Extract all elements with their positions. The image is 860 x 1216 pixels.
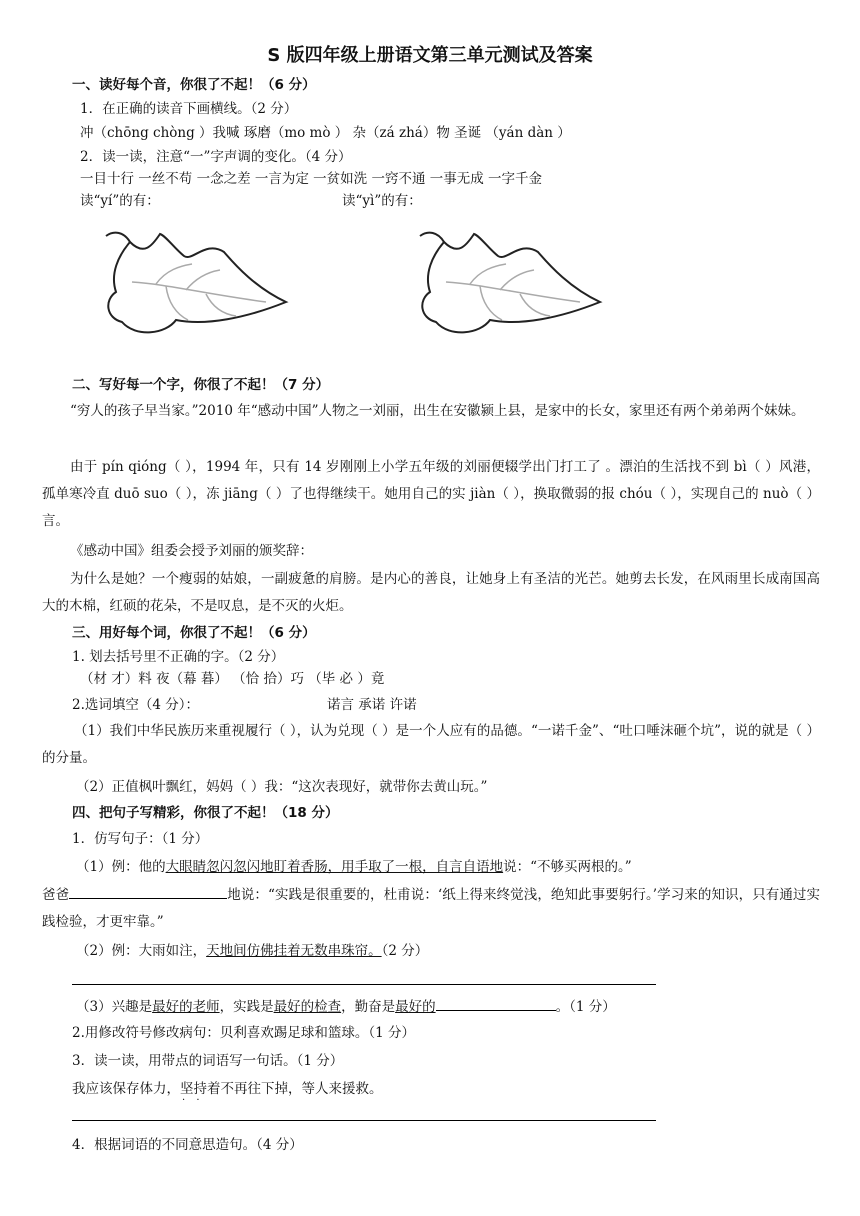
s2-paragraph-2: 由于 pín qióng（ ），1994 年，只有 14 岁刚刚上小学五年级的刘丽便辍学出门打工了 。漂泊的生活找不到 bì（ ）风港，孤单寒冷直 duō suo（ ），冻 jiāng（ ）了也得继续干。她用自己的实 jiàn（ ），换取微弱的报 chóu（ ），实现自己的 nuò（ ）言。 <box>42 459 820 529</box>
s4-example-1-underlined: 大眼睛忽闪忽闪地盯着香肠，用手取了一根，自言自语地 <box>165 859 504 875</box>
s4-dad-blank[interactable] <box>69 884 227 899</box>
s4-question-1: 1．仿写句子：（1 分） <box>72 831 209 847</box>
s4-question-3: 3．读一读，用带点的词语写一句话。（1 分） <box>72 1053 344 1069</box>
section-4-heading: 四、把句子写精彩，你很了不起！（18 分） <box>72 805 339 821</box>
s1-question-1-items: 冲（chōng chòng ）我喊 琢磨（mo mò ） 杂（zá zhá）物 圣诞 （yán dàn ） <box>80 125 571 141</box>
s4-example-3-underlined-2: 最好的检查 <box>273 999 342 1015</box>
s4-question-4: 4．根据词语的不同意思造句。（4 分） <box>72 1137 303 1153</box>
s4-answer-line-1[interactable] <box>72 984 656 985</box>
read-yi-falling-label: 读“yì”的有： <box>342 193 422 209</box>
s2-paragraph-4: 为什么是她？一个瘦弱的姑娘，一副疲惫的肩膀。是内心的善良，让她身上有圣洁的光芒。她剪去长发，在风雨里长成南国高大的木棉，红硕的花朵，不是叹息，是不灭的火炬。 <box>42 571 820 614</box>
s1-question-2: 2．读一读，注意“一”字声调的变化。（4 分） <box>80 149 352 165</box>
s3-question-2: 2.选词填空（4 分）： <box>72 697 200 713</box>
section-1-heading: 一、读好每个音，你很了不起！（6 分） <box>72 77 316 93</box>
s4-question-2: 2.用修改符号修改病句：贝利喜欢踢足球和篮球。（1 分） <box>72 1025 416 1041</box>
s4-example-3-blank[interactable] <box>436 996 556 1011</box>
s4-example-3-score: 。（1 分） <box>555 999 616 1015</box>
s4-dad-sentence <box>42 882 820 936</box>
s3-question-2-1: （1）我们中华民族历来重视履行（ ），认为兑现（ ）是一个人应有的品德。“一诺千金”、“吐口唾沫砸个坑”，说的就是（ ）的分量。 <box>42 723 820 766</box>
s4-example-3-underlined-1: 最好的老师 <box>152 999 220 1015</box>
s4-example-3-part-b: ，实践是 <box>219 999 274 1015</box>
s1-question-2-words: 一目十行 一丝不苟 一念之差 一言为定 一贫如洗 一窍不通 一事无成 一字千金 <box>80 171 543 187</box>
section-2-heading: 二、写好每一个字，你很了不起！（7 分） <box>72 377 330 393</box>
s4-q3-dotted-word: 坚持 · · <box>180 1081 207 1097</box>
s3-question-1-items: （材 才）料 夜（幕 暮） （恰 拾）巧 （毕 必 ）竟 <box>80 671 385 687</box>
s4-example-1-suffix: 说：“不够买两根的。” <box>503 859 632 875</box>
s2-paragraph-1: “穷人的孩子早当家。”2010 年“感动中国”人物之一刘丽，出生在安徽颍上县，是家中的长女，家里还有两个弟弟两个妹妹。 <box>70 403 805 419</box>
page-title: S 版四年级上册语文第三单元测试及答案 <box>267 45 593 66</box>
s3-question-1: 1. 划去括号里不正确的字。（2 分） <box>72 649 285 665</box>
leaf-drawing-left <box>96 222 296 352</box>
s4-example-3-underlined-3: 最好的 <box>395 999 436 1015</box>
s4-dad-suffix: 地说：“实践是很重要的，杜甫说：‘纸上得来终觉浅，绝知此事要躬行。’学习来的知识，只有通过实践检验，才更牢靠。” <box>42 887 821 930</box>
leaf-drawing-right <box>410 222 610 352</box>
s4-dad-prefix: 爸爸 <box>42 887 70 903</box>
s4-example-3 <box>76 996 616 1016</box>
s4-example-2-underlined: 天地间仿佛挂着无数串珠帘。 <box>206 943 382 959</box>
s3-word-bank: 诺言 承诺 许诺 <box>327 697 417 713</box>
s4-example-2-score: （2 分） <box>381 943 429 959</box>
s4-q3-prefix: 我应该保存体力， <box>72 1081 180 1097</box>
s4-q3-suffix: 着不再往下掉，等人来援救。 <box>207 1081 383 1097</box>
s4-answer-line-2[interactable] <box>72 1120 656 1121</box>
s1-question-1: 1．在正确的读音下画横线。（2 分） <box>80 101 298 117</box>
s4-example-1-prefix: （1）例：他的 <box>76 859 166 875</box>
s4-example-1 <box>76 858 632 876</box>
read-yi-rising-label: 读“yí”的有： <box>80 193 160 209</box>
s4-example-2 <box>76 942 428 960</box>
s4-example-3-part-a: （3）兴趣是 <box>76 999 153 1015</box>
s4-example-2-prefix: （2）例：大雨如注， <box>76 943 207 959</box>
s3-question-2-2: （2）正值枫叶飘红，妈妈（ ）我：“这次表现好，就带你去黄山玩。” <box>76 779 488 795</box>
s4-question-3-sentence <box>72 1080 383 1098</box>
section-3-heading: 三、用好每个词，你很了不起！（6 分） <box>72 625 316 641</box>
s2-paragraph-3: 《感动中国》组委会授予刘丽的颁奖辞： <box>70 543 313 559</box>
s4-example-3-part-c: ，勤奋是 <box>341 999 396 1015</box>
